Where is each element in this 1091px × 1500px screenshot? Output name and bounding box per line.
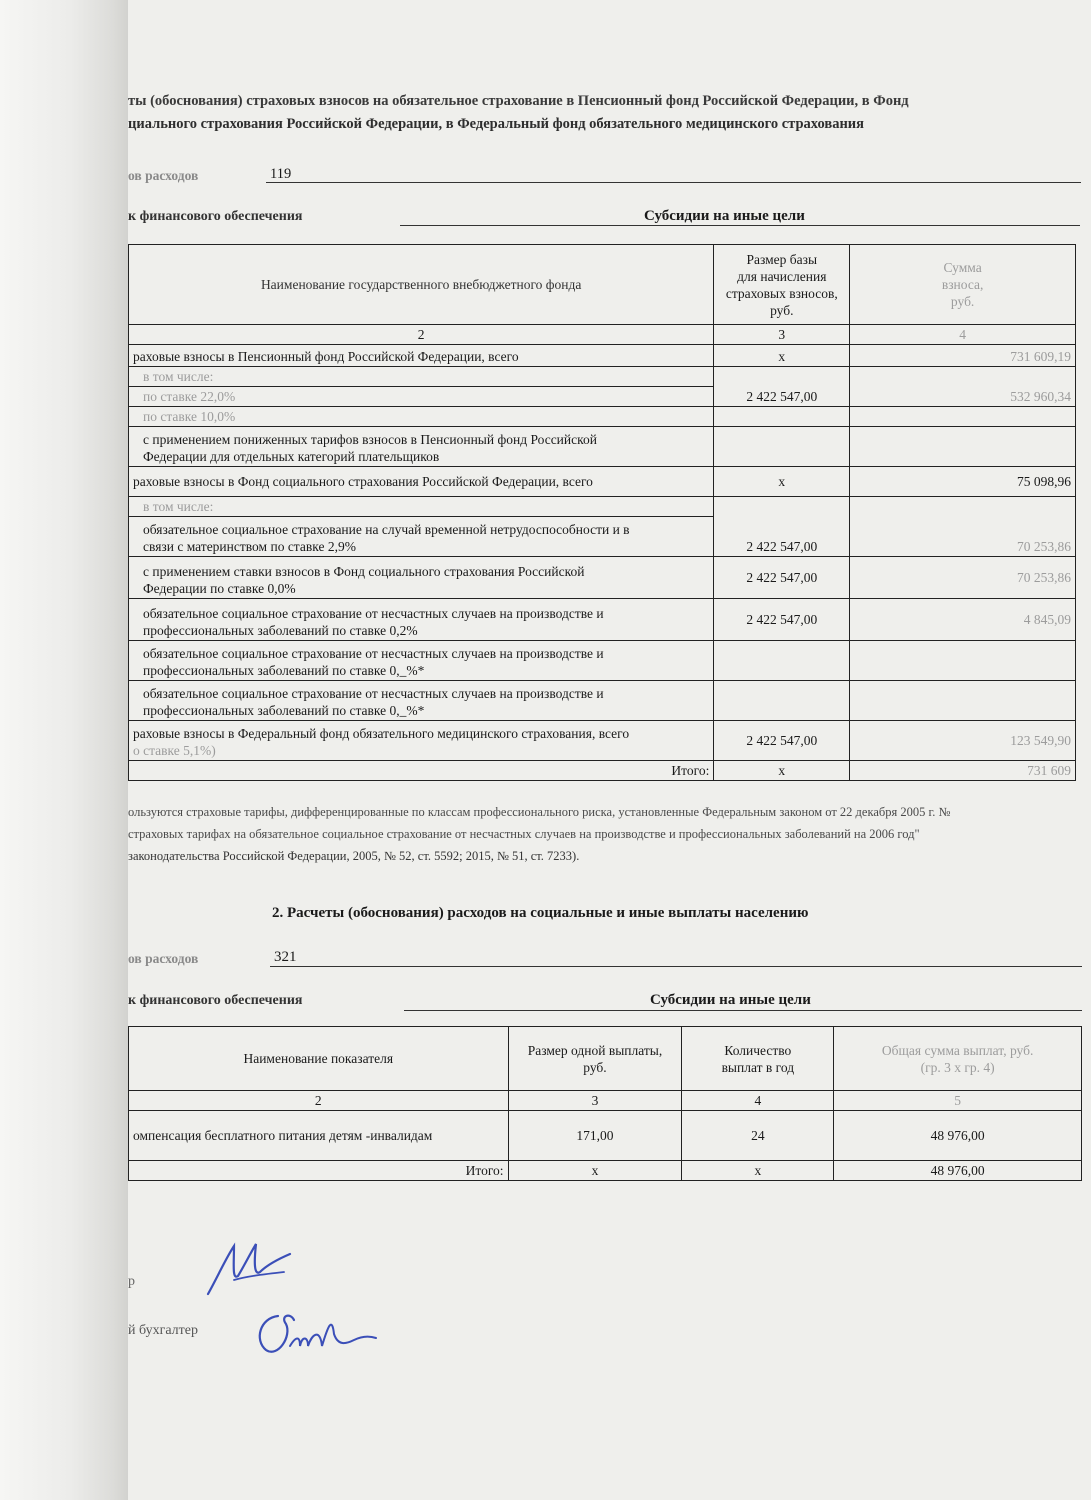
table-row: по ставке 22,0% xyxy=(129,387,1076,407)
table-row: обязательное социальное страхование от несчастных случаев на производстве и профессиональных заболеваний по ставке 0,_%* xyxy=(129,641,1076,681)
section2-expense-code-label: ов расходов xyxy=(128,951,199,966)
section1-title-line2: циального страхования Российской Федерации, в Федеральный фонд обязательного медицинского страхования xyxy=(128,116,865,132)
col-header-indicator: Наименование показателя xyxy=(129,1027,509,1091)
finance-type-label: к финансового обеспечения xyxy=(128,209,303,224)
accountant-signature xyxy=(250,1306,380,1366)
table-row: обязательное социальное страхование от несчастных случаев на производстве и профессиональных заболеваний по ставке 0,2% 2 422 547,00 4 845,09 xyxy=(129,599,1076,641)
table-row: раховые взносы в Пенсионный фонд Российской Федерации, всего х 731 609,19 xyxy=(129,345,1076,367)
director-signature xyxy=(204,1236,294,1302)
table-header-row xyxy=(129,245,1076,325)
table-row: обязательное социальное страхование на случай временной нетрудоспособности и в связи с материнством по ставке 2,9% xyxy=(129,517,1076,557)
col-header-fund: Наименование государственного внебюджетного фонда xyxy=(129,245,714,325)
col-header-payment-count: Количество выплат в год xyxy=(682,1027,834,1091)
col-header-base: Размер базы для начисления страховых взносов, руб. xyxy=(714,245,850,325)
col-header-payment-size: Размер одной выплаты, руб. xyxy=(508,1027,682,1091)
col-header-total: Общая сумма выплат, руб. (гр. 3 х гр. 4) xyxy=(834,1027,1082,1091)
table-row: по ставке 10,0% xyxy=(129,407,1076,427)
footnote-line1: ользуются страховые тарифы, дифференцированные по классам профессионального риска, установленные Федеральным законом от 22 декабря 2005 г. № xyxy=(128,805,951,819)
table-row: раховые взносы в Федеральный фонд обязательного медицинского страхования, всего о ставке 5,1%) 2 422 547,00 123 549,90 xyxy=(129,721,1076,761)
section2-finance-value: Субсидии на иные цели xyxy=(650,992,811,1008)
total-row: Итого: х 731 609 xyxy=(129,761,1076,781)
section2-expense-code-value: 321 xyxy=(274,949,297,965)
col-header-sum: Сумма взноса, руб. xyxy=(850,245,1076,325)
table-row: в том числе: 2 422 547,00 70 253,86 xyxy=(129,497,1076,517)
document-page xyxy=(128,0,1091,1500)
section2-finance-label: к финансового обеспечения xyxy=(128,993,303,1008)
footnote-line3: законодательства Российской Федерации, 2005, № 52, ст. 5592; 2015, № 51, ст. 7233). xyxy=(128,849,580,863)
table-row: с применением пониженных тарифов взносов в Пенсионный фонд Российской Федерации для отдельных категорий плательщиков xyxy=(129,427,1076,467)
column-number-row: 2 3 4 xyxy=(129,325,1076,345)
footnote-line2: страховых тарифах на обязательное социальное страхование от несчастных случаев на производстве и профессиональных заболеваний на 2006 год" xyxy=(128,827,920,841)
table-header-row xyxy=(129,1027,1082,1091)
insurance-contributions-table xyxy=(128,244,1076,781)
social-payments-table xyxy=(128,1026,1082,1181)
binding-shadow xyxy=(0,0,128,1500)
expense-code-label: ов расходов xyxy=(128,168,199,183)
total-row: Итого: х х 48 976,00 xyxy=(129,1161,1082,1181)
section1-title-line1: ты (обоснования) страховых взносов на обязательное страхование в Пенсионный фонд Российской Федерации, в Фонд xyxy=(128,93,909,109)
accountant-label: й бухгалтер xyxy=(128,1323,198,1338)
table-row: с применением ставки взносов в Фонд социального страхования Российской Федерации по ставке 0,0% 2 422 547,00 70 253,86 xyxy=(129,557,1076,599)
section2-title: 2. Расчеты (обоснования) расходов на социальные и иные выплаты населению xyxy=(272,905,809,921)
table-row: обязательное социальное страхование от несчастных случаев на производстве и профессиональных заболеваний по ставке 0,_%* xyxy=(129,681,1076,721)
director-label: р xyxy=(128,1274,135,1289)
table-row: в том числе: 2 422 547,00 532 960,34 xyxy=(129,367,1076,387)
table-row: раховые взносы в Фонд социального страхования Российской Федерации, всего х 75 098,96 xyxy=(129,467,1076,497)
finance-type-value: Субсидии на иные цели xyxy=(644,208,805,224)
column-number-row: 2 3 4 5 xyxy=(129,1091,1082,1111)
expense-code-value: 119 xyxy=(270,166,292,182)
table-row: омпенсация бесплатного питания детям -инвалидам 171,00 24 48 976,00 xyxy=(129,1111,1082,1161)
